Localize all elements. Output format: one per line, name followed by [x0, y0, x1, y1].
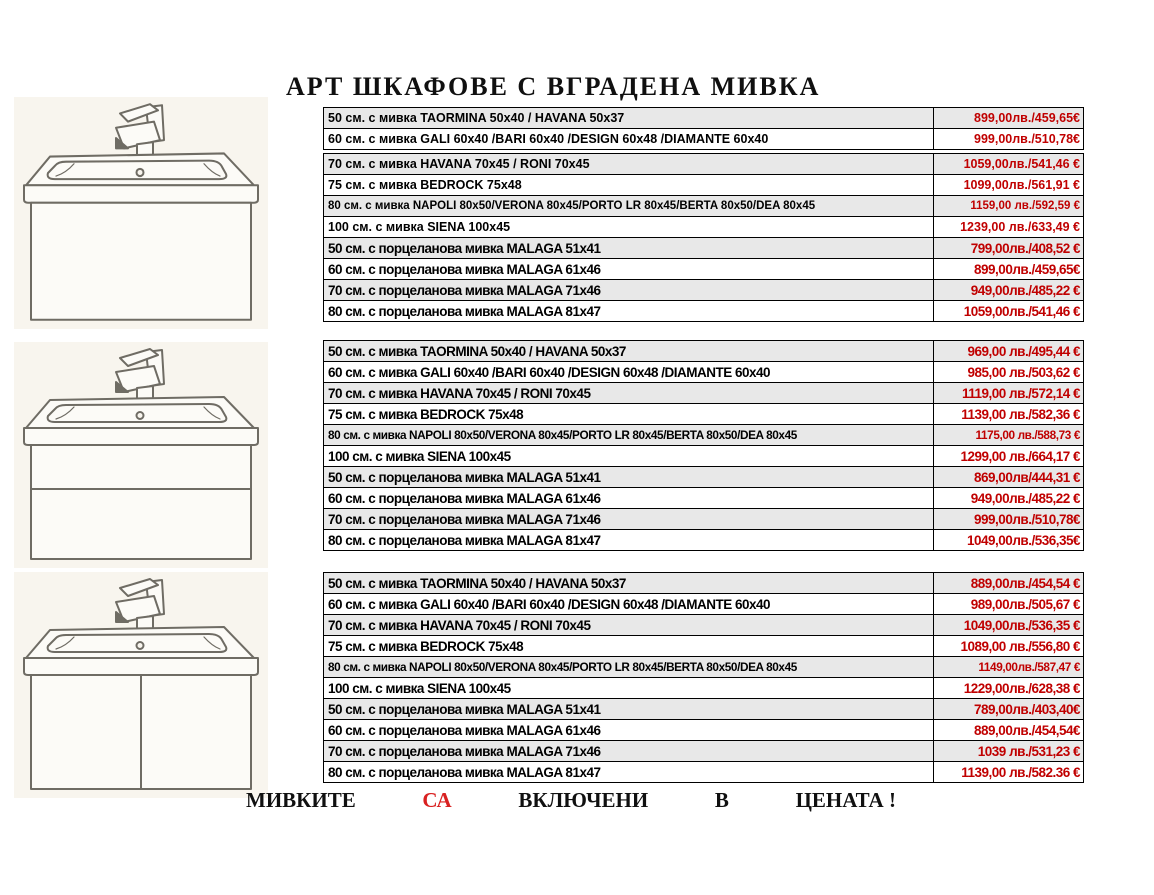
- product-description: 60 см. с мивка GALI 60x40 /BARI 60x40 /DESIGN 60x48 /DIAMANTE 60x40: [324, 129, 934, 149]
- faucet-icon: [116, 349, 164, 405]
- product-description: 50 см. с порцеланова мивка MALAGA 51x41: [324, 699, 934, 719]
- product-description: 80 см. с мивка NAPOLI 80x50/VERONA 80x45/PORTO LR 80x45/BERTA 80x50/DEA 80x45: [324, 196, 934, 216]
- faucet-icon: [116, 579, 164, 635]
- faucet-icon: [116, 104, 164, 161]
- product-description: 100 см. с мивка SIENA 100x45: [324, 678, 934, 698]
- price-row: [323, 107, 1084, 129]
- price-row: [323, 424, 1084, 446]
- sink-countertop: [24, 153, 258, 202]
- price-row: [323, 656, 1084, 678]
- footer-word: ВКЛЮЧЕНИ: [518, 788, 649, 812]
- product-description: 70 см. с мивка HAVANA 70x45 / RONI 70x45: [324, 615, 934, 635]
- vanity-drawing: [14, 342, 268, 568]
- footer-word: ЦЕНАТА !: [795, 788, 896, 812]
- product-description: 80 см. с порцеланова мивка MALAGA 81x47: [324, 301, 934, 321]
- product-description: 50 см. с мивка TAORMINA 50x40 / HAVANA 50x37: [324, 573, 934, 593]
- footer-word: МИВКИТЕ: [246, 788, 356, 812]
- price-table-top: [323, 107, 1084, 322]
- price-row: [323, 719, 1084, 741]
- price-row: [323, 761, 1084, 783]
- price-table-bottom: [323, 572, 1084, 783]
- vanity-drawing: [14, 572, 268, 798]
- price-row: [323, 128, 1084, 150]
- product-price: 1049,00лв./536,35 €: [963, 617, 1080, 633]
- product-description: 70 см. с порцеланова мивка MALAGA 71x46: [324, 509, 934, 529]
- product-description: 80 см. с порцеланова мивка MALAGA 81x47: [324, 762, 934, 782]
- product-description: 70 см. с мивка HAVANA 70x45 / RONI 70x45: [324, 383, 934, 403]
- product-price: 1059,00лв./541,46 €: [963, 303, 1080, 319]
- price-row: [323, 382, 1084, 404]
- product-price: 869,00лв/444,31 €: [974, 469, 1080, 485]
- price-row: [323, 593, 1084, 615]
- price-row: [323, 466, 1084, 488]
- product-price: 889,00лв./454,54€: [974, 722, 1080, 738]
- footer-note: [246, 788, 896, 813]
- price-row: [323, 635, 1084, 657]
- product-price: 999,00лв./510,78€: [974, 132, 1080, 146]
- footer-word: В: [714, 788, 729, 812]
- footer-word-accent: СА: [422, 788, 452, 812]
- product-description: 50 см. с мивка TAORMINA 50x40 / HAVANA 50x37: [324, 341, 934, 361]
- product-description: 60 см. с мивка GALI 60x40 /BARI 60x40 /DESIGN 60x48 /DIAMANTE 60x40: [324, 594, 934, 614]
- product-description: 75 см. с мивка BEDROCK 75x48: [324, 404, 934, 424]
- product-price: 1059,00лв./541,46 €: [963, 157, 1080, 171]
- vanity-drawing: [14, 97, 268, 329]
- product-price: 989,00лв./505,67 €: [970, 596, 1080, 612]
- price-row: [323, 698, 1084, 720]
- sink-countertop: [24, 627, 258, 675]
- product-price: 1039 лв./531,23 €: [977, 743, 1080, 759]
- price-row: [323, 216, 1084, 238]
- product-price: 985,00 лв./503,62 €: [967, 364, 1080, 380]
- product-price: 949,00лв./485,22 €: [970, 282, 1080, 298]
- product-price: 1239,00 лв./633,49 €: [960, 220, 1080, 234]
- product-description: 100 см. с мивка SIENA 100x45: [324, 217, 934, 237]
- product-price: 1149,00лв./587,47 €: [978, 660, 1080, 674]
- vanity-cabinet-two-drawers-illustration: [14, 342, 268, 568]
- price-row: [323, 445, 1084, 467]
- product-price: 1099,00лв./561,91 €: [963, 178, 1080, 192]
- product-description: 75 см. с мивка BEDROCK 75x48: [324, 175, 934, 195]
- product-price: 949,00лв./485,22 €: [970, 490, 1080, 506]
- product-description: 60 см. с порцеланова мивка MALAGA 61x46: [324, 488, 934, 508]
- page-title: АРТ ШКАФОВЕ С ВГРАДЕНА МИВКА: [286, 72, 821, 101]
- price-row: [323, 237, 1084, 259]
- price-row: [323, 174, 1084, 196]
- product-price: 1089,00 лв./556,80 €: [960, 638, 1080, 654]
- product-description: 50 см. с порцеланова мивка MALAGA 51x41: [324, 238, 934, 258]
- price-row: [323, 340, 1084, 362]
- price-row: [323, 508, 1084, 530]
- price-row: [323, 529, 1084, 551]
- product-description: 60 см. с мивка GALI 60x40 /BARI 60x40 /DESIGN 60x48 /DIAMANTE 60x40: [324, 362, 934, 382]
- product-price: 1049,00лв./536,35€: [967, 532, 1080, 548]
- product-price: 1139,00 лв./582.36 €: [961, 764, 1080, 780]
- product-description: 60 см. с порцеланова мивка MALAGA 61x46: [324, 720, 934, 740]
- product-description: 80 см. с мивка NAPOLI 80x50/VERONA 80x45/PORTO LR 80x45/BERTA 80x50/DEA 80x45: [324, 657, 934, 677]
- product-price: 899,00лв./459,65€: [974, 111, 1080, 125]
- product-price: 999,00лв./510,78€: [974, 511, 1080, 527]
- price-row: [323, 677, 1084, 699]
- product-description: 75 см. с мивка BEDROCK 75x48: [324, 636, 934, 656]
- cabinet-body: [31, 675, 251, 789]
- price-row: [323, 258, 1084, 280]
- price-row: [323, 300, 1084, 322]
- product-price: 1175,00 лв./588,73 €: [975, 428, 1080, 442]
- product-price: 799,00лв./408,52 €: [970, 240, 1080, 256]
- product-description: 100 см. с мивка SIENA 100x45: [324, 446, 934, 466]
- product-price: 889,00лв./454,54 €: [970, 575, 1080, 591]
- price-row: [323, 403, 1084, 425]
- cabinet-body: [31, 445, 251, 559]
- product-description: 50 см. с мивка TAORMINA 50x40 / HAVANA 50x37: [324, 108, 934, 128]
- product-description: 60 см. с порцеланова мивка MALAGA 61x46: [324, 259, 934, 279]
- price-row: [323, 279, 1084, 301]
- product-price: 899,00лв./459,65€: [974, 261, 1080, 277]
- product-description: 70 см. с мивка HAVANA 70x45 / RONI 70x45: [324, 154, 934, 174]
- price-row: [323, 361, 1084, 383]
- cabinet-body: [31, 203, 251, 320]
- product-price: 1229,00лв./628,38 €: [963, 680, 1080, 696]
- price-row: [323, 572, 1084, 594]
- product-price: 1159,00 лв./592,59 €: [970, 200, 1080, 212]
- product-description: 50 см. с порцеланова мивка MALAGA 51x41: [324, 467, 934, 487]
- sink-countertop: [24, 397, 258, 445]
- product-price: 789,00лв./403,40€: [974, 701, 1080, 717]
- product-price: 969,00 лв./495,44 €: [967, 343, 1080, 359]
- price-row: [323, 614, 1084, 636]
- price-row: [323, 487, 1084, 509]
- product-description: 70 см. с порцеланова мивка MALAGA 71x46: [324, 280, 934, 300]
- product-price: 1299,00 лв./664,17 €: [960, 448, 1080, 464]
- price-row: [323, 153, 1084, 175]
- product-description: 70 см. с порцеланова мивка MALAGA 71x46: [324, 741, 934, 761]
- price-row: [323, 195, 1084, 217]
- product-price: 1119,00 лв./572,14 €: [962, 385, 1080, 401]
- product-price: 1139,00 лв./582,36 €: [961, 406, 1080, 422]
- vanity-cabinet-two-doors-illustration: [14, 572, 268, 798]
- price-table-middle: [323, 340, 1084, 551]
- product-description: 80 см. с порцеланова мивка MALAGA 81x47: [324, 530, 934, 550]
- product-description: 80 см. с мивка NAPOLI 80x50/VERONA 80x45/PORTO LR 80x45/BERTA 80x50/DEA 80x45: [324, 425, 934, 445]
- price-row: [323, 740, 1084, 762]
- vanity-cabinet-single-front-illustration: [14, 97, 268, 329]
